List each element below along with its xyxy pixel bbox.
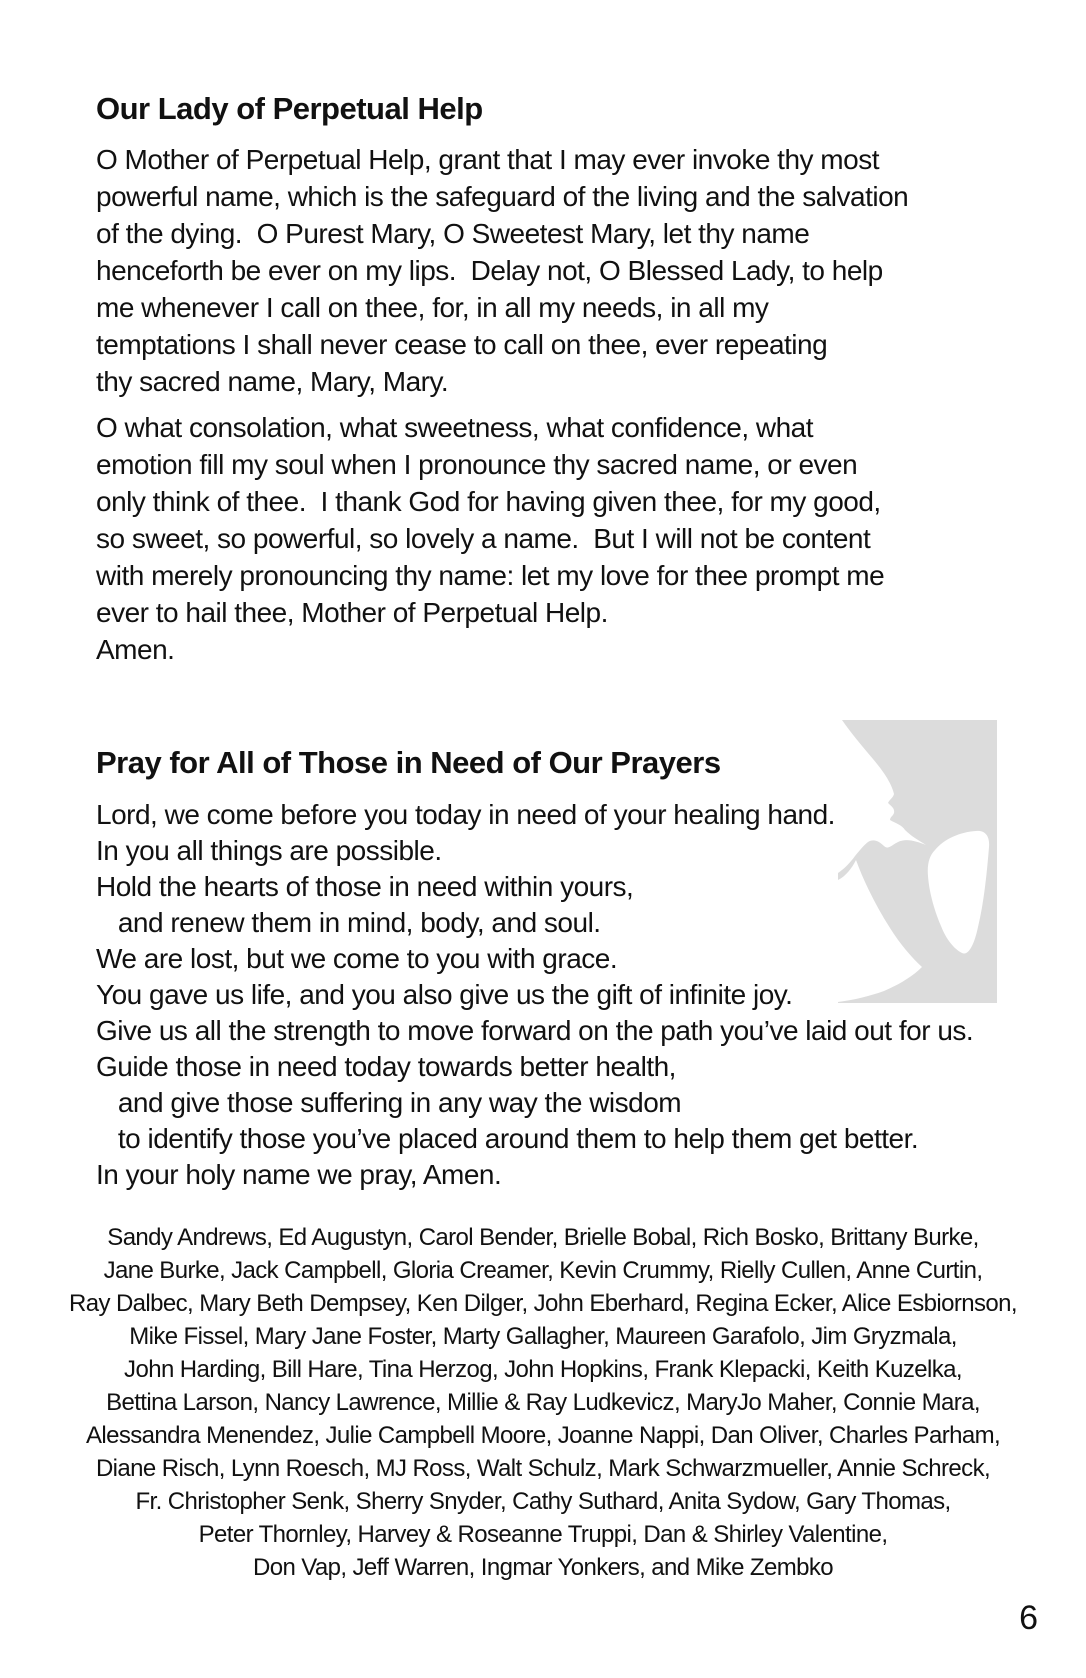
section-heading-pray-for-those-in-need: Pray for All of Those in Need of Our Prayers xyxy=(96,745,721,780)
names-line: Peter Thornley, Harvey & Roseanne Truppi, Dan & Shirley Valentine, xyxy=(198,1521,888,1548)
text-line: so sweet, so powerful, so lovely a name. But I will not be content xyxy=(96,523,871,554)
text-line: and renew them in mind, body, and soul. xyxy=(96,907,601,938)
prayer-names-list xyxy=(0,1221,1086,1584)
text-line: of the dying. O Purest Mary, O Sweetest Mary, let thy name xyxy=(96,218,810,249)
healing-prayer xyxy=(96,797,973,1193)
text-line: Amen. xyxy=(96,634,175,665)
text-line: emotion fill my soul when I pronounce thy sacred name, or even xyxy=(96,449,858,480)
text-line: You gave us life, and you also give us the gift of infinite joy. xyxy=(96,979,793,1010)
text-line: Guide those in need today towards better health, xyxy=(96,1051,676,1082)
text-line: ever to hail thee, Mother of Perpetual Help. xyxy=(96,597,608,628)
names-line: Jane Burke, Jack Campbell, Gloria Creamer, Kevin Crummy, Rielly Cullen, Anne Curtin, xyxy=(103,1257,983,1284)
text-line: O Mother of Perpetual Help, grant that I may ever invoke thy most xyxy=(96,144,879,175)
names-line: Diane Risch, Lynn Roesch, MJ Ross, Walt Schulz, Mark Schwarzmueller, Annie Schreck, xyxy=(95,1455,991,1482)
names-line: Mike Fissel, Mary Jane Foster, Marty Gallagher, Maureen Garafolo, Jim Gryzmala, xyxy=(129,1323,957,1350)
names-line: Fr. Christopher Senk, Sherry Snyder, Cathy Suthard, Anita Sydow, Gary Thomas, xyxy=(135,1488,951,1515)
text-line: to identify those you’ve placed around them to help them get better. xyxy=(96,1123,919,1154)
text-line: powerful name, which is the safeguard of the living and the salvation xyxy=(96,181,909,212)
text-line: and give those suffering in any way the wisdom xyxy=(96,1087,682,1118)
text-line: We are lost, but we come to you with grace. xyxy=(96,943,618,974)
names-line: Bettina Larson, Nancy Lawrence, Millie & Ray Ludkevicz, MaryJo Maher, Connie Mara, xyxy=(106,1389,980,1416)
text-line: O what consolation, what sweetness, what confidence, what xyxy=(96,412,814,443)
text-line: henceforth be ever on my lips. Delay not, O Blessed Lady, to help xyxy=(96,255,883,286)
text-line: me whenever I call on thee, for, in all my needs, in all my xyxy=(96,292,769,323)
text-line: Hold the hearts of those in need within yours, xyxy=(96,871,634,902)
page-number: 6 xyxy=(1019,1599,1038,1637)
names-line: John Harding, Bill Hare, Tina Herzog, John Hopkins, Frank Klepacki, Keith Kuzelka, xyxy=(124,1356,962,1383)
text-line: thy sacred name, Mary, Mary. xyxy=(96,366,449,397)
text-line: temptations I shall never cease to call on thee, ever repeating xyxy=(96,329,828,360)
names-line: Alessandra Menendez, Julie Campbell Moore, Joanne Nappi, Dan Oliver, Charles Parham, xyxy=(85,1422,1001,1449)
text-line: only think of thee. I thank God for having given thee, for my good, xyxy=(96,486,881,517)
text-line: In your holy name we pray, Amen. xyxy=(96,1159,502,1190)
section-heading-our-lady: Our Lady of Perpetual Help xyxy=(96,91,483,126)
prayer-paragraph-2 xyxy=(96,409,884,668)
prayer-paragraph-1 xyxy=(96,141,908,400)
names-line: Ray Dalbec, Mary Beth Dempsey, Ken Dilger, John Eberhard, Regina Ecker, Alice Esbiornson, xyxy=(69,1290,1017,1317)
text-line: Lord, we come before you today in need of your healing hand. xyxy=(96,799,835,830)
names-line: Sandy Andrews, Ed Augustyn, Carol Bender, Brielle Bobal, Rich Bosko, Brittany Burke, xyxy=(107,1224,979,1251)
text-line: with merely pronouncing thy name: let my love for thee prompt me xyxy=(96,560,885,591)
names-line: Don Vap, Jeff Warren, Ingmar Yonkers, and Mike Zembko xyxy=(252,1554,834,1581)
text-line: Give us all the strength to move forward on the path you’ve laid out for us. xyxy=(96,1015,974,1046)
text-line: In you all things are possible. xyxy=(96,835,442,866)
